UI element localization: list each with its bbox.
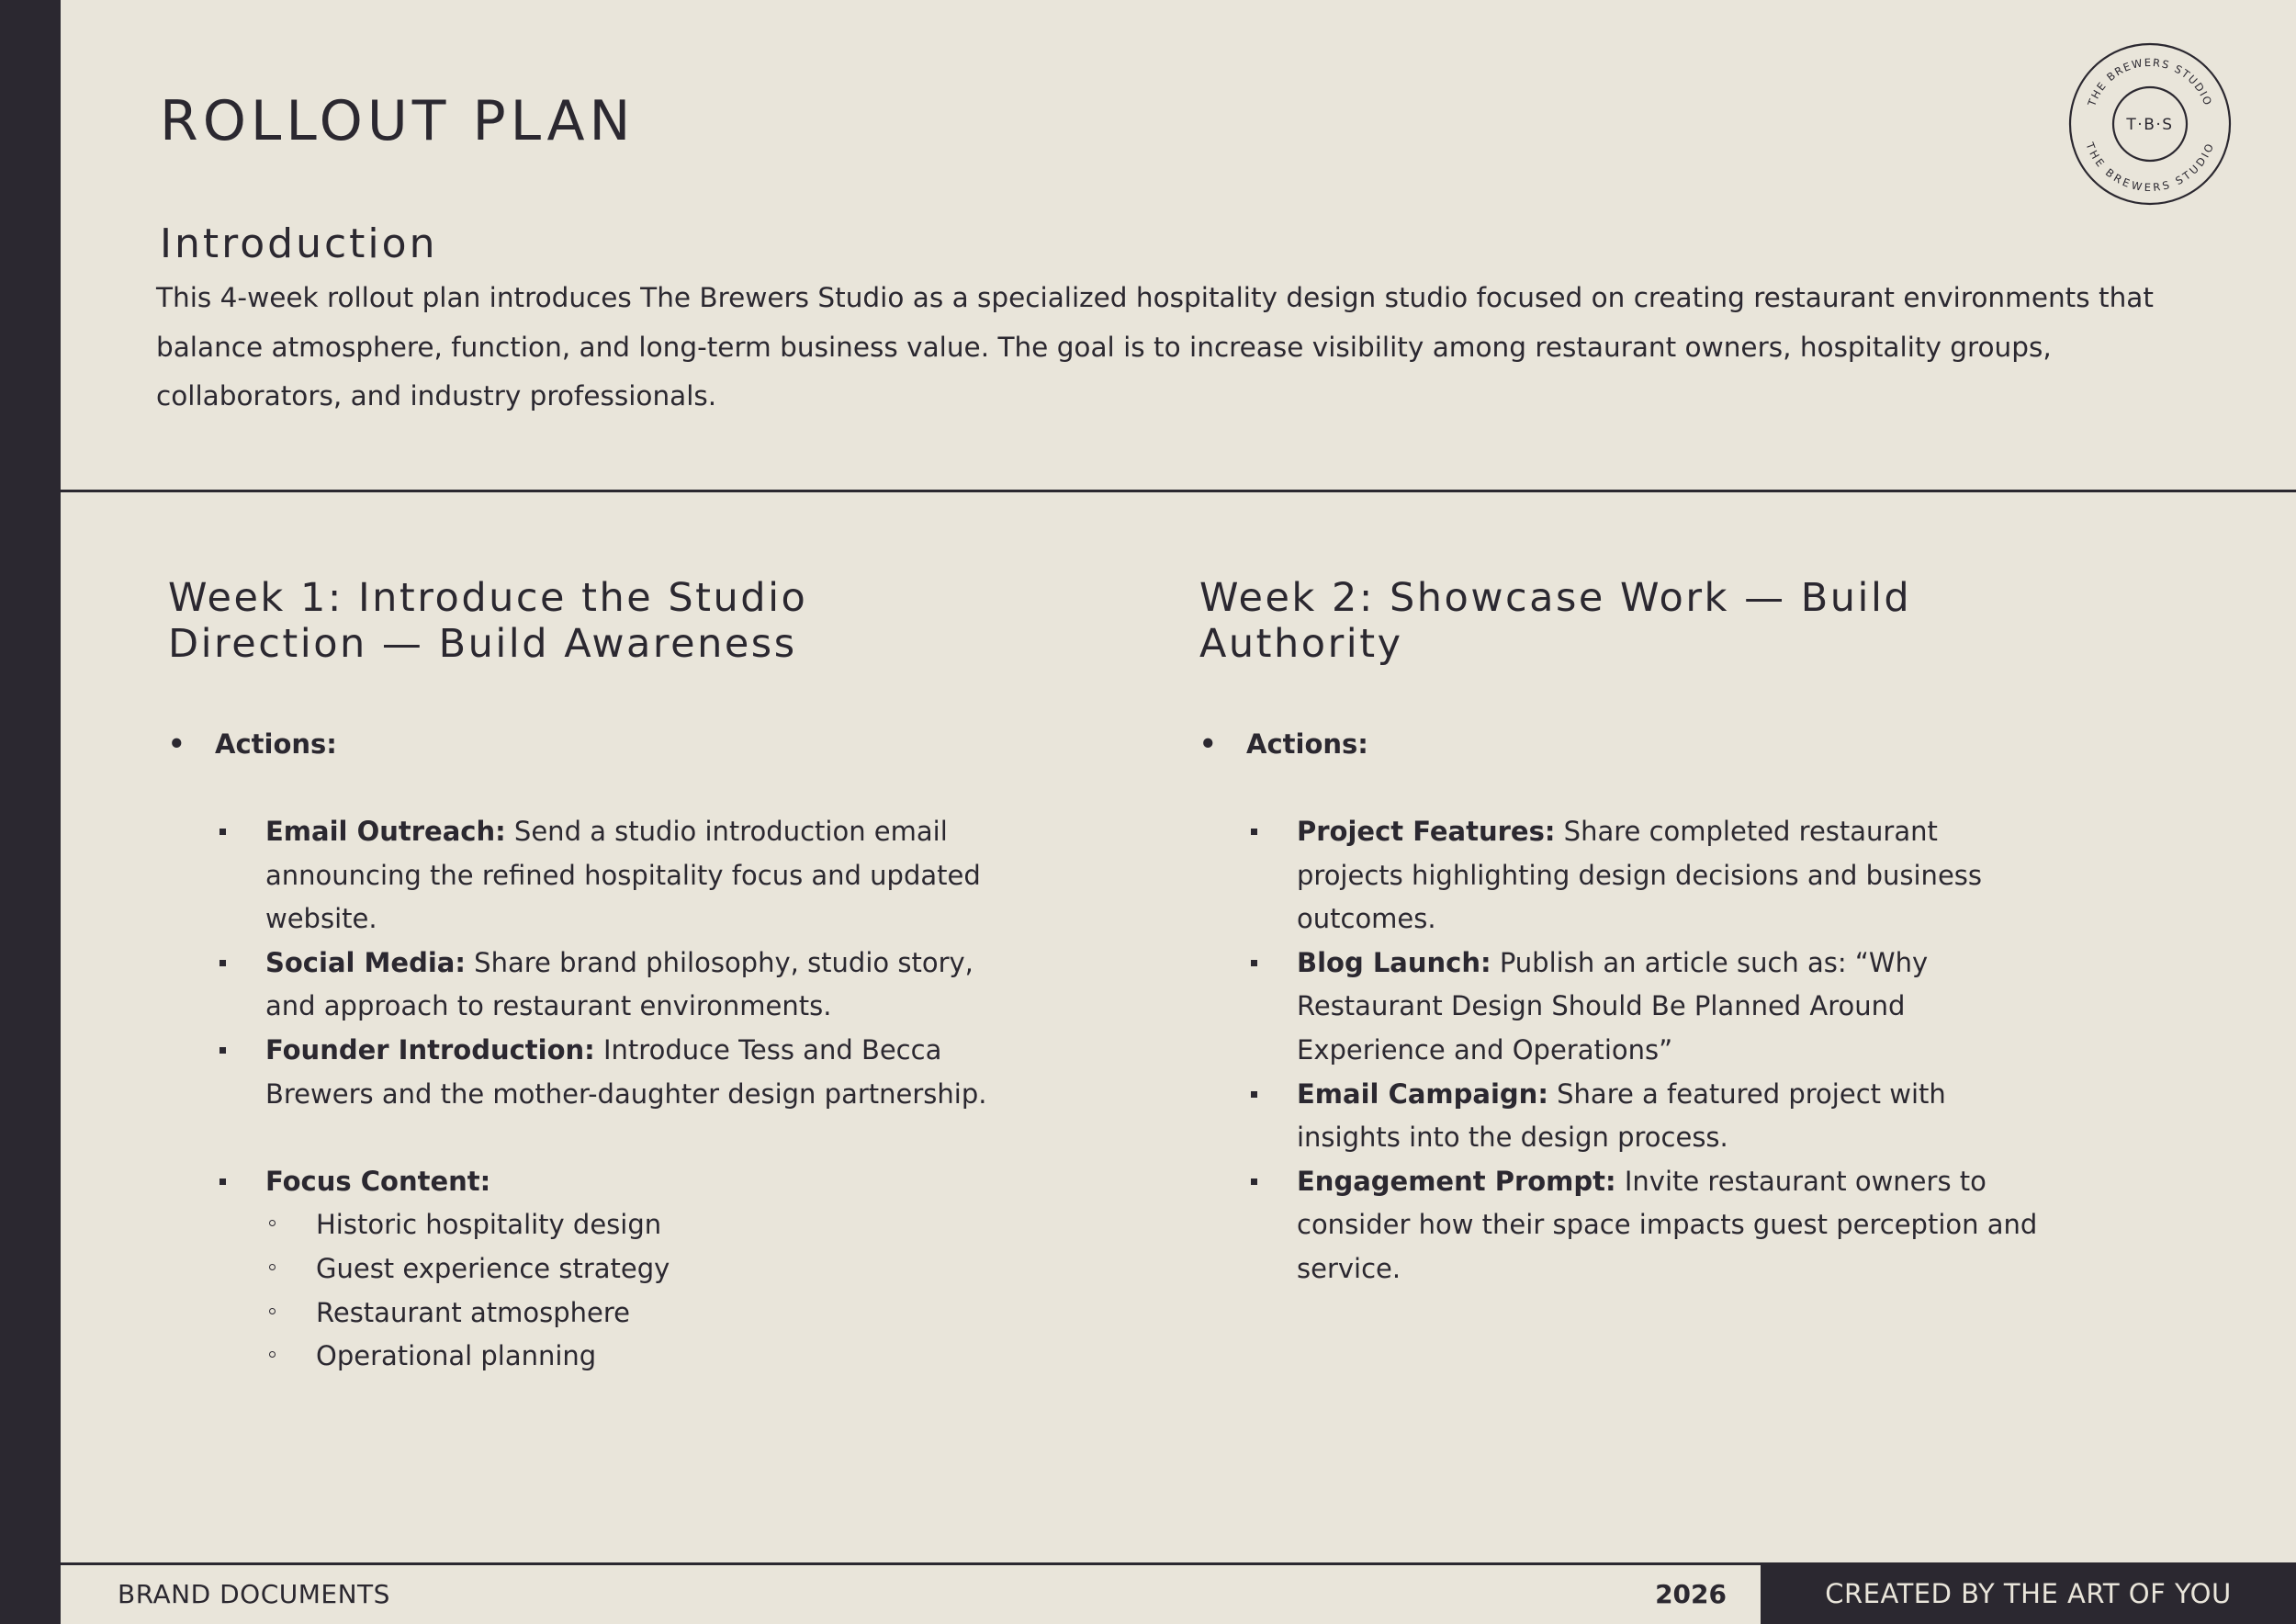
focus-item-text: Restaurant atmosphere — [316, 1296, 630, 1328]
list-item — [267, 1335, 1026, 1379]
square-bullet-icon — [1251, 829, 1257, 835]
square-bullet-icon — [1251, 1091, 1257, 1098]
list-item — [1249, 810, 2039, 942]
item-text: Share completed restaurant projects highlighting design decisions and business outcomes. — [1297, 816, 1982, 935]
focus-item-text: Guest experience strategy — [316, 1252, 670, 1284]
list-item — [1249, 1160, 2039, 1291]
page-title: ROLLOUT PLAN — [160, 89, 636, 153]
week-2-heading-line-2: Authority — [1199, 621, 1403, 667]
week-2-section — [1199, 575, 2081, 1284]
actions-label: Actions: — [215, 728, 337, 760]
focus-content-item — [218, 1160, 1026, 1204]
week-2-actions — [1199, 722, 2081, 1284]
footer-credit: CREATED BY THE ART OF YOU — [1761, 1564, 2296, 1624]
square-bullet-icon — [219, 1047, 226, 1054]
circle-bullet-icon — [269, 1264, 276, 1270]
square-bullet-icon — [1251, 960, 1257, 966]
item-text: Introduce Tess and Becca Brewers and the mother-daughter design partnership. — [265, 1033, 987, 1110]
week-2-heading — [1199, 575, 2081, 667]
item-label: Project Features: — [1297, 816, 1556, 847]
bullet-dot-icon: • — [1199, 728, 1217, 760]
sidebar-bar — [0, 0, 61, 1624]
item-label: Blog Launch: — [1297, 946, 1491, 978]
square-bullet-icon — [1251, 1179, 1257, 1185]
item-label: Founder Introduction: — [265, 1033, 595, 1066]
item-text: Invite restaurant owners to consider how their space impacts guest perception and service. — [1297, 1165, 2038, 1284]
list-item — [218, 942, 1026, 1029]
focus-content-list — [218, 1203, 1026, 1378]
square-bullet-icon — [219, 829, 226, 835]
focus-item-text: Operational planning — [316, 1340, 597, 1372]
focus-item-text: Historic hospitality design — [316, 1209, 662, 1241]
actions-bullet — [1199, 722, 2081, 766]
intro-paragraph: This 4-week rollout plan introduces The Brewers Studio as a specialized hospitality design studio focused on creating restaurant environments that balance atmosphere, function, and long-term business value. The goal is to increase visibility among restaurant owners, hospitality groups, collaborators, and industry professionals. — [156, 282, 2154, 412]
seal-ring-top-text: THE BREWERS STUDIO — [2085, 55, 2215, 108]
list-item — [267, 1203, 1026, 1247]
list-item — [218, 1029, 1026, 1116]
list-item — [1249, 942, 2039, 1073]
square-bullet-icon — [219, 960, 226, 966]
footer-year: 2026 — [1655, 1579, 1727, 1609]
circle-bullet-icon — [269, 1308, 276, 1314]
week-1-actions — [168, 722, 1050, 1372]
bullet-dot-icon: • — [168, 728, 186, 760]
week-2-heading-line-1: Week 2: Showcase Work — Build — [1199, 575, 1912, 621]
item-text: Publish an article such as: “Why Restaurant Design Should Be Planned Around Experience and Operations” — [1297, 946, 1929, 1066]
list-item — [1249, 1073, 2039, 1160]
svg-text:THE BREWERS STUDIO — [2083, 140, 2216, 194]
week-1-heading-line-1: Week 1: Introduce the Studio — [168, 575, 808, 621]
seal-initials: T·B·S — [2126, 116, 2174, 134]
svg-text:THE BREWERS STUDIO — [2085, 56, 2215, 109]
item-text: Share a featured project with insights into the design process. — [1297, 1077, 1946, 1154]
circle-bullet-icon — [269, 1220, 276, 1226]
actions-bullet — [168, 722, 1050, 766]
seal-ring-bottom-text: THE BREWERS STUDIO — [2083, 141, 2217, 195]
brand-seal-logo — [2066, 40, 2234, 208]
week-1-action-list — [218, 810, 1026, 1379]
item-text: Send a studio introduction email announcing the refined hospitality focus and updated website. — [265, 816, 981, 935]
item-label: Social Media: — [265, 946, 466, 978]
week-2-action-list — [1249, 810, 2039, 1291]
square-bullet-icon — [219, 1179, 226, 1185]
footer-document-label: BRAND DOCUMENTS — [118, 1579, 390, 1609]
intro-heading: Introduction — [160, 220, 438, 267]
week-1-heading-line-2: Direction — Build Awareness — [168, 621, 797, 667]
item-text: Share brand philosophy, studio story, and approach to restaurant environments. — [265, 946, 974, 1022]
list-item — [267, 1291, 1026, 1336]
list-item — [218, 810, 1026, 942]
item-label: Engagement Prompt: — [1297, 1165, 1616, 1197]
week-1-section — [168, 575, 1050, 1372]
list-item — [267, 1247, 1026, 1291]
section-divider — [61, 490, 2296, 492]
focus-content-label: Focus Content: — [265, 1165, 491, 1197]
actions-label: Actions: — [1246, 728, 1368, 760]
item-label: Email Outreach: — [265, 816, 506, 847]
week-1-heading — [168, 575, 1050, 667]
circle-bullet-icon — [269, 1351, 276, 1358]
item-label: Email Campaign: — [1297, 1077, 1548, 1110]
